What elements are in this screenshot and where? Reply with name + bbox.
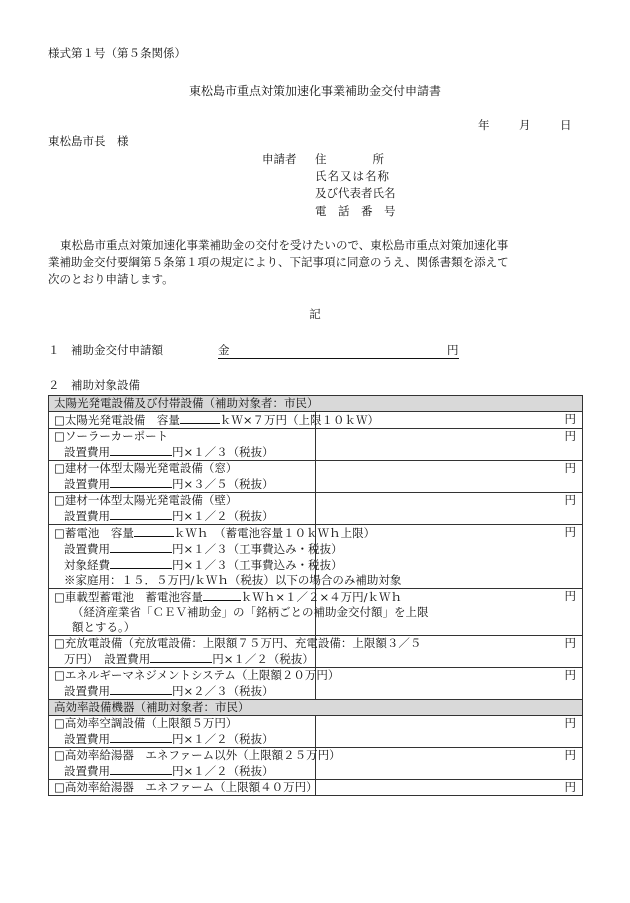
item-enefarm[interactable]: □高効率給湯器 エネファーム（上限額４０万円） <box>49 780 316 796</box>
document-title: 東松島市重点対策加速化事業補助金交付申請書 <box>188 84 441 98</box>
category-high-efficiency: 高効率設備機器（補助対象者：市民） <box>49 700 583 716</box>
equipment-table <box>48 395 583 796</box>
amount-input-line[interactable] <box>218 357 459 359</box>
item-carport[interactable]: □ソーラーカーポート 設置費用 円×１／３（税抜） <box>49 429 316 461</box>
table-row[interactable] <box>49 493 583 525</box>
applicant-rep-label: 及び代表者氏名 <box>315 186 396 200</box>
applicant-phone-label: 電 話 番 号 <box>315 204 396 218</box>
item-ev-battery[interactable]: □車載型蓄電池 蓄電池容量 ｋＷｈ×１／２×４万円/ｋＷｈ （経済産業省「ＣＥＶ補助金」の「銘柄ごとの補助金交付額」を上限 額とする。） <box>49 589 316 636</box>
table-row[interactable] <box>49 461 583 493</box>
table-row[interactable] <box>49 636 583 668</box>
body-line-3: 次のとおり申請します。 <box>48 272 174 286</box>
yen-cell[interactable]: 円 <box>316 412 583 429</box>
yen-cell[interactable]: 円 <box>316 716 583 748</box>
table-row[interactable] <box>49 589 583 636</box>
table-row <box>49 396 583 412</box>
section2-label: ２ 補助対象設備 <box>48 378 140 392</box>
body-line-1: 東松島市重点対策加速化事業補助金の交付を受けたいので、東松島市重点対策加速化事 <box>60 238 509 252</box>
applicant-address-label: 住 所 <box>315 152 384 166</box>
applicant-name-label: 氏名又は名称 <box>315 169 390 183</box>
applicant-label: 申請者 <box>262 152 297 166</box>
item-water-heater[interactable]: □高効率給湯器 エネファーム以外（上限額２５万円） 設置費用 円×１／２（税抜） <box>49 748 316 780</box>
item-bipv-window[interactable]: □建材一体型太陽光発電設備（窓） 設置費用 円×３／５（税抜） <box>49 461 316 493</box>
table-row <box>49 700 583 716</box>
yen-cell[interactable]: 円 <box>316 493 583 525</box>
yen-cell[interactable]: 円 <box>316 589 583 636</box>
date-month: 月 <box>519 118 531 132</box>
yen-cell[interactable]: 円 <box>316 748 583 780</box>
date-year: 年 <box>478 118 490 132</box>
body-line-2: 業補助金交付要綱第５条第１項の規定により、下記事項に同意のうえ、関係書類を添えて <box>48 255 509 269</box>
form-number: 様式第１号（第５条関係） <box>48 46 186 60</box>
table-row[interactable] <box>49 716 583 748</box>
date-day: 日 <box>560 118 572 132</box>
table-row[interactable] <box>49 748 583 780</box>
table-row[interactable] <box>49 780 583 796</box>
yen-cell[interactable]: 円 <box>316 668 583 700</box>
table-row[interactable] <box>49 412 583 429</box>
table-row[interactable] <box>49 668 583 700</box>
yen-cell[interactable]: 円 <box>316 525 583 589</box>
addressee: 東松島市長 様 <box>48 134 129 148</box>
item-air-conditioner[interactable]: □高効率空調設備（上限額５万円） 設置費用 円×１／２（税抜） <box>49 716 316 748</box>
item-charger[interactable]: □充放電設備（充放電設備：上限額７５万円、充電設備：上限額３／５ 万円） 設置費用 円×１／２（税抜） <box>49 636 316 668</box>
table-row[interactable] <box>49 429 583 461</box>
yen-cell[interactable]: 円 <box>316 461 583 493</box>
ki-heading: 記 <box>309 307 321 321</box>
section1-yen: 円 <box>447 343 459 357</box>
category-solar: 太陽光発電設備及び付帯設備（補助対象者：市民） <box>49 396 583 412</box>
item-ems[interactable]: □エネルギーマネジメントシステム（上限額２０万円） 設置費用 円×２／３（税抜） <box>49 668 316 700</box>
section1-kin: 金 <box>218 343 230 357</box>
section1-label: １ 補助金交付申請額 <box>48 343 163 357</box>
item-bipv-wall[interactable]: □建材一体型太陽光発電設備（壁） 設置費用 円×１／２（税抜） <box>49 493 316 525</box>
yen-cell[interactable]: 円 <box>316 429 583 461</box>
item-solar[interactable]: □太陽光発電設備 容量 ｋＷ×７万円（上限１０ｋＷ） <box>49 412 316 429</box>
yen-cell[interactable]: 円 <box>316 780 583 796</box>
yen-cell[interactable]: 円 <box>316 636 583 668</box>
item-battery[interactable]: □蓄電池 容量 ｋＷｈ （蓄電池容量１０ｋＷｈ上限） 設置費用 円×１／３（工事費込み・税抜） 対象経費 円×１／３（工事費込み・税抜） ※家庭用：１５．５万円/ｋＷｈ（税抜）以下の場合のみ補助対象 <box>49 525 316 589</box>
table-row[interactable] <box>49 525 583 589</box>
